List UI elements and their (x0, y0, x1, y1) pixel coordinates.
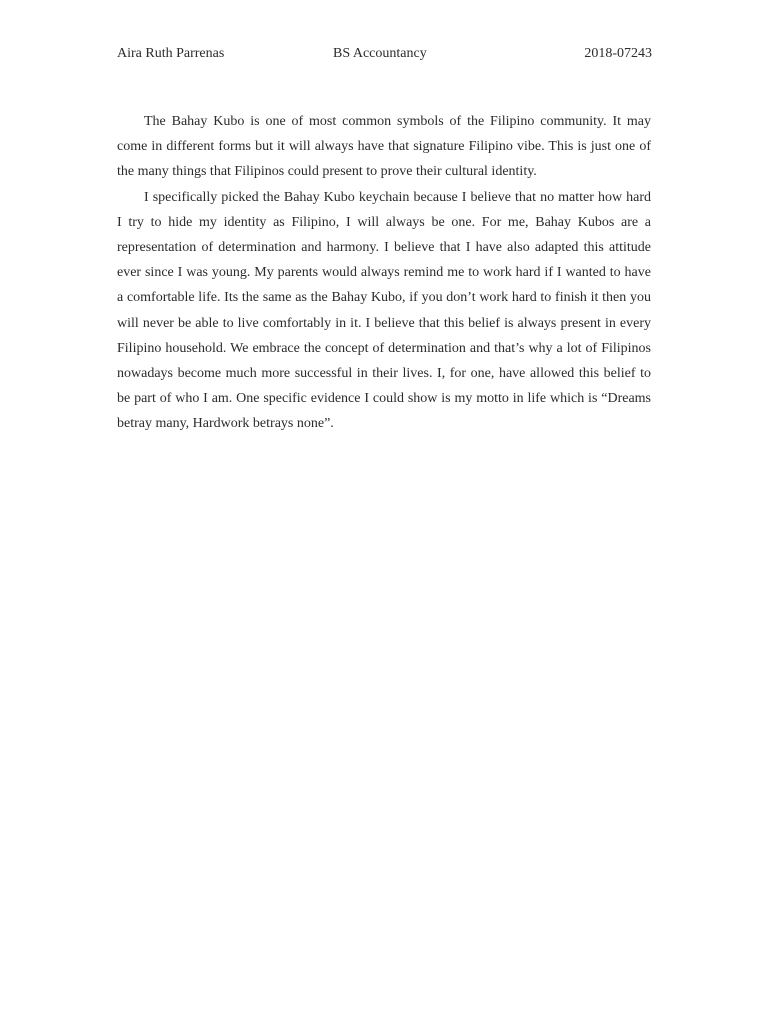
paragraph: The Bahay Kubo is one of most common symbols of the Filipino community. It may come in different forms but it will always have that signature Filipino vibe. This is just one of the many things that Filipinos could present to prove their cultural identity. (117, 114, 651, 180)
author-name: Aira Ruth Parrenas (117, 46, 225, 61)
program-name: BS Accountancy (333, 46, 427, 61)
page-header (117, 44, 652, 64)
paragraph: I specifically picked the Bahay Kubo keychain because I believe that no matter how hard I try to hide my identity as Filipino, I will always be one. For me, Bahay Kubos are a representation of determination and harmony. I believe that I have also adapted this attitude ever since I was young. My parents would always remind me to work hard if I wanted to have a comfortable life. Its the same as the Bahay Kubo, if you don’t work hard to finish it then you will never be able to live comfortably in it. I believe that this belief is always present in every Filipino household. We embrace the concept of determination and that’s why a lot of Filipinos nowadays become much more successful in their lives. I, for one, have allowed this belief to be part of who I am. One specific evidence I could show is my motto in life which is “Dreams betray many, Hardwork betrays none”. (117, 189, 651, 432)
essay-body (117, 109, 651, 437)
student-id: 2018-07243 (584, 46, 652, 61)
